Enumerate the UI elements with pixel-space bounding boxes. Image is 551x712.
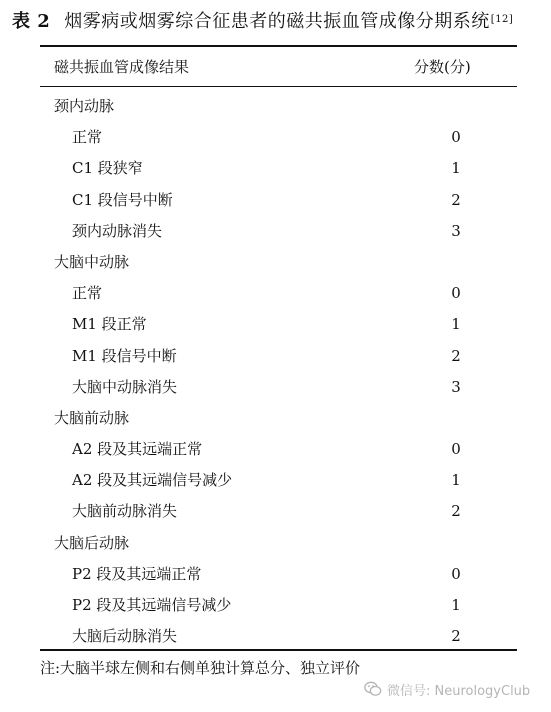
finding-name: 大脑后动脉消失 [72, 627, 178, 646]
score-value: 1 [451, 596, 461, 614]
table-label: 表 2 [12, 11, 51, 32]
watermark [364, 677, 530, 701]
score-value: 2 [451, 190, 461, 209]
finding-name: C1 段信号中断 [72, 190, 173, 209]
table-row [40, 184, 517, 215]
score-value: 2 [451, 346, 461, 365]
table-row [40, 589, 517, 620]
table-title-text: 烟雾病或烟雾综合征患者的磁共振血管成像分期系统 [64, 11, 490, 32]
artery-name: 大脑中动脉 [54, 252, 130, 271]
table-group-row [40, 90, 517, 121]
reference-mark: [12] [490, 14, 514, 25]
finding-name: M1 段信号中断 [72, 346, 177, 365]
table-row [40, 371, 517, 402]
score-value: 2 [451, 627, 461, 646]
score-value: 3 [451, 221, 461, 240]
table-row [40, 558, 517, 589]
table-row [40, 340, 517, 371]
column-header-score: 分数(分) [414, 58, 471, 76]
table-row [40, 277, 517, 308]
table-group-row [40, 402, 517, 433]
finding-name: A2 段及其远端信号减少 [72, 471, 233, 490]
watermark-text: 微信号: NeurologyClub [387, 683, 531, 699]
finding-name: 大脑中动脉消失 [72, 377, 178, 396]
finding-name: P2 段及其远端正常 [72, 564, 202, 583]
table-row [40, 433, 517, 464]
score-value: 1 [451, 159, 461, 178]
finding-name: M1 段正常 [72, 315, 147, 334]
finding-name: 正常 [72, 284, 103, 303]
table-title [12, 10, 513, 34]
artery-name: 颈内动脉 [54, 97, 115, 115]
finding-name: P2 段及其远端信号减少 [72, 596, 232, 614]
table-row [40, 464, 517, 495]
table-row [40, 620, 517, 651]
table-group-row [40, 246, 517, 277]
score-value: 1 [451, 471, 461, 490]
score-value: 3 [451, 377, 461, 396]
score-value: 0 [451, 128, 461, 147]
score-value: 2 [451, 502, 461, 521]
bottom-rule [40, 649, 517, 651]
score-value: 0 [451, 284, 461, 303]
finding-name: 正常 [72, 128, 103, 147]
score-value: 0 [451, 564, 461, 583]
table-row [40, 152, 517, 183]
wechat-icon [364, 681, 382, 697]
table-row [40, 308, 517, 339]
finding-name: 大脑前动脉消失 [72, 502, 178, 521]
top-rule [40, 45, 517, 47]
table-row [40, 495, 517, 526]
finding-name: C1 段狭窄 [72, 159, 143, 178]
header-rule [40, 86, 517, 87]
finding-name: 颈内动脉消失 [72, 221, 163, 240]
table-body [40, 90, 517, 651]
score-value: 1 [451, 315, 461, 334]
artery-name: 大脑后动脉 [54, 533, 130, 552]
table-row [40, 121, 517, 152]
table-note: 注:大脑半球左侧和右侧单独计算总分、独立评价 [40, 659, 361, 677]
score-value: 0 [451, 440, 461, 459]
table-row [40, 215, 517, 246]
column-header-result: 磁共振血管成像结果 [54, 58, 190, 76]
finding-name: A2 段及其远端正常 [72, 440, 203, 459]
artery-name: 大脑前动脉 [54, 408, 130, 427]
table-group-row [40, 527, 517, 558]
